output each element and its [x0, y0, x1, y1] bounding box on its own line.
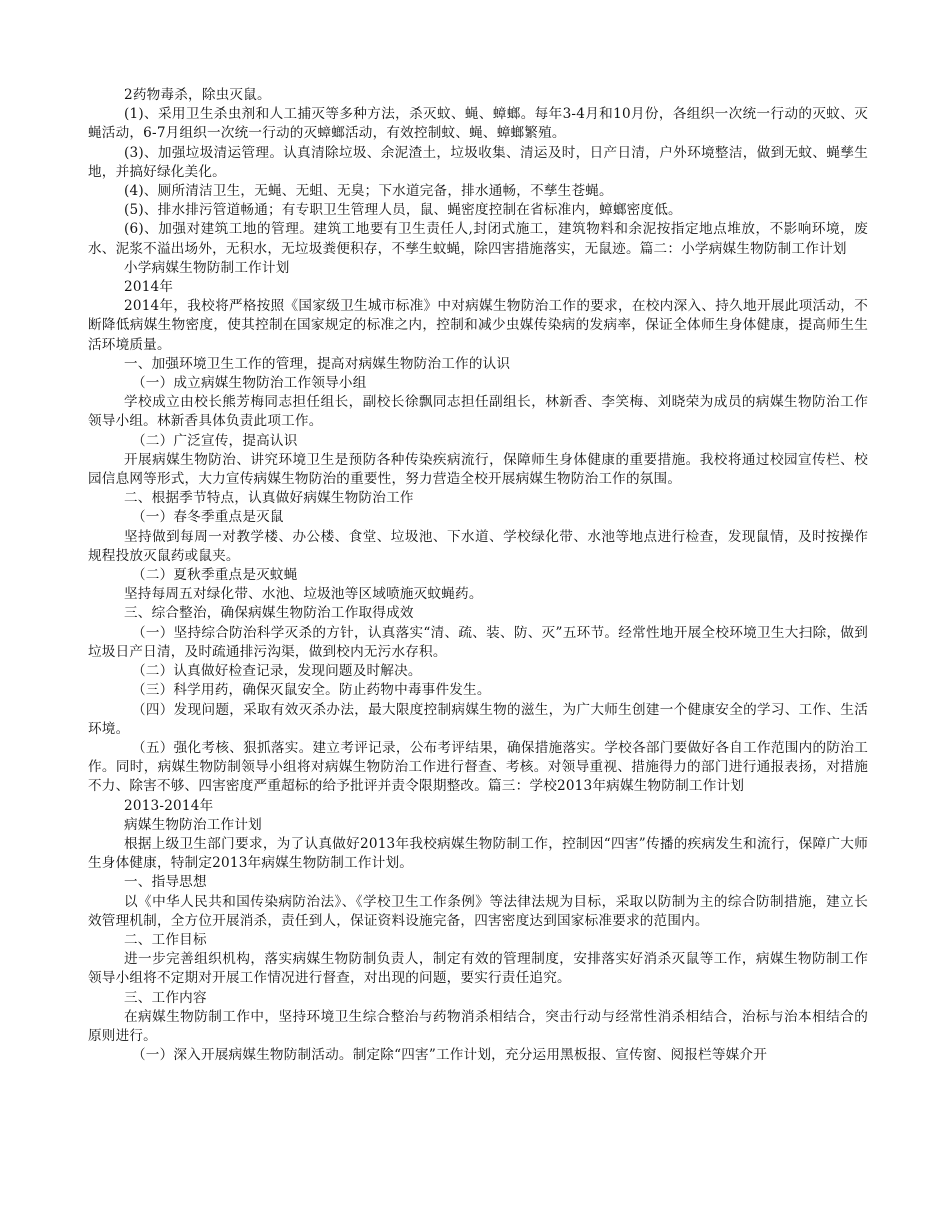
paragraph: 坚持做到每周一对教学楼、办公楼、食堂、垃圾池、下水道、学校绿化带、水池等地点进行检查，发现鼠情，及时按操作规程投放灭鼠药或鼠夹。 — [88, 528, 868, 564]
paragraph: 三、综合整治，确保病媒生物防治工作取得成效 — [124, 605, 414, 622]
paragraph: 坚持每周五对绿化带、水池、垃圾池等区域喷施灭蚊蝇药。 — [124, 586, 483, 603]
paragraph: （二）认真做好检查记录，发现问题及时解决。 — [132, 663, 422, 680]
paragraph: 一、指导思想 — [124, 874, 207, 891]
paragraph: 2药物毒杀，除虫灭鼠。 — [124, 87, 271, 103]
paragraph: 病媒生物防治工作计划 — [124, 816, 262, 833]
paragraph: 进一步完善组织机构，落实病媒生物防制负责人，制定有效的管理制度，安排落实好消杀灭鼠等工作，病媒生物防制工作领导小组将不定期对开展工作情况进行督查，对出现的问题，要实行责任追究。 — [88, 951, 868, 987]
paragraph: 学校成立由校长熊芳梅同志担任组长，副校长徐飘同志担任副组长，林新香、李笑梅、刘晓荣为成员的病媒生物防治工作领导小组。林新香具体负责此项工作。 — [88, 394, 868, 430]
paragraph: (5)、排水排污管道畅通；有专职卫生管理人员，鼠、蝇密度控制在省标准内，蟑螂密度低。 — [124, 202, 682, 219]
paragraph: (3)、加强垃圾清运管理。认真清除垃圾、余泥渣土，垃圾收集、清运及时，日产日清，户外环境整洁，做到无蚊、蝇孳生地，并搞好绿化美化。 — [88, 144, 868, 180]
paragraph: 2013-2014年 — [124, 797, 214, 814]
paragraph: （二）广泛宣传，提高认识 — [132, 432, 298, 449]
paragraph: （三）科学用药，确保灭鼠安全。防止药物中毒事件发生。 — [132, 682, 491, 699]
paragraph: 小学病媒生物防制工作计划 — [124, 259, 290, 276]
paragraph: 开展病媒生物防治、讲究环境卫生是预防各种传染疾病流行，保障师生身体健康的重要措施。我校将通过校园宣传栏、校园信息网等形式，大力宣传病媒生物防治的重要性，努力营造全校开展病媒生物防治工作的氛围。 — [88, 451, 868, 488]
paragraph: 二、工作目标 — [124, 931, 207, 948]
paragraph: 一、加强环境卫生工作的管理，提高对病媒生物防治工作的认识 — [124, 355, 511, 372]
paragraph: 三、工作内容 — [124, 989, 207, 1006]
document-body — [88, 86, 868, 1065]
paragraph: 2014年 — [124, 279, 174, 296]
paragraph: （一）成立病媒生物防治工作领导小组 — [132, 375, 367, 392]
paragraph: （一）坚持综合防治科学灭杀的方针，认真落实“清、疏、装、防、灭”五环节。经常性地开展全校环境卫生大扫除，做到垃圾日产日清，及时疏通排污沟渠，做到校内无污水存积。 — [88, 624, 868, 660]
paragraph: (4)、厕所清洁卫生，无蝇、无蛆、无臭；下水道完备，排水通畅，不孳生苍蝇。 — [124, 183, 613, 200]
paragraph: （一）深入开展病媒生物防制活动。制定除“四害”工作计划，充分运用黑板报、宣传窗、阅报栏等媒介开 — [132, 1047, 768, 1064]
paragraph: 在病媒生物防制工作中，坚持环境卫生综合整治与药物消杀相结合，突击行动与经常性消杀相结合，治标与治本相结合的原则进行。 — [88, 1008, 868, 1044]
paragraph: 根据上级卫生部门要求，为了认真做好2013年我校病媒生物防制工作，控制因“四害”传播的疾病发生和流行，保障广大师生身体健康，特制定2013年病媒生物防制工作计划。 — [88, 835, 868, 872]
paragraph: （一）春冬季重点是灭鼠 — [132, 509, 284, 526]
paragraph: (6)、加强对建筑工地的管理。建筑工地要有卫生责任人,封闭式施工，建筑物料和余泥按指定地点堆放，不影响环境，废水、泥浆不溢出场外，无积水，无垃圾粪便积存，不孳生蚊蝇，除四害措施落实，无鼠迹。篇二：小学病媒生物防制工作计划 — [88, 221, 868, 257]
paragraph: 二、根据季节特点，认真做好病媒生物防治工作 — [124, 490, 414, 507]
paragraph: 以《中华人民共和国传染病防治法》、《学校卫生工作条例》等法律法规为目标，采取以防制为主的综合防制措施，建立长效管理机制，全方位开展消杀，责任到人，保证资料设施完备，四害密度达到国家标准要求的范围内。 — [88, 893, 868, 929]
paragraph: 2014年，我校将严格按照《国家级卫生城市标准》中对病媒生物防治工作的要求，在校内深入、持久地开展此项活动，不断降低病媒生物密度，使其控制在国家规定的标准之内，控制和减少虫媒传染病的发病率，保证全体师生身体健康，提高师生生活环境质量。 — [88, 298, 868, 353]
paragraph: （四）发现问题，采取有效灭杀办法，最大限度控制病媒生物的滋生，为广大师生创建一个健康安全的学习、工作、生活环境。 — [88, 701, 868, 737]
paragraph: (1)、采用卫生杀虫剂和人工捕灭等多种方法，杀灭蚊、蝇、蟑螂。每年3-4月和10月份，各组织一次统一行动的灭蚊、灭蝇活动，6-7月组织一次统一行动的灭蟑螂活动，有效控制蚊、蝇、蟑螂繁殖。 — [88, 106, 868, 142]
paragraph: （五）强化考核、狠抓落实。建立考评记录，公布考评结果，确保措施落实。学校各部门要做好各自工作范围内的防治工作。同时，病媒生物防制领导小组将对病媒生物防治工作进行督查、考核。对领导重视、措施得力的部门进行通报表扬，对措施不力、除害不够、四害密度严重超标的给予批评并责令限期整改。篇三：学校2013年病媒生物防制工作计划 — [88, 739, 868, 795]
paragraph: （二）夏秋季重点是灭蚊蝇 — [132, 567, 298, 584]
